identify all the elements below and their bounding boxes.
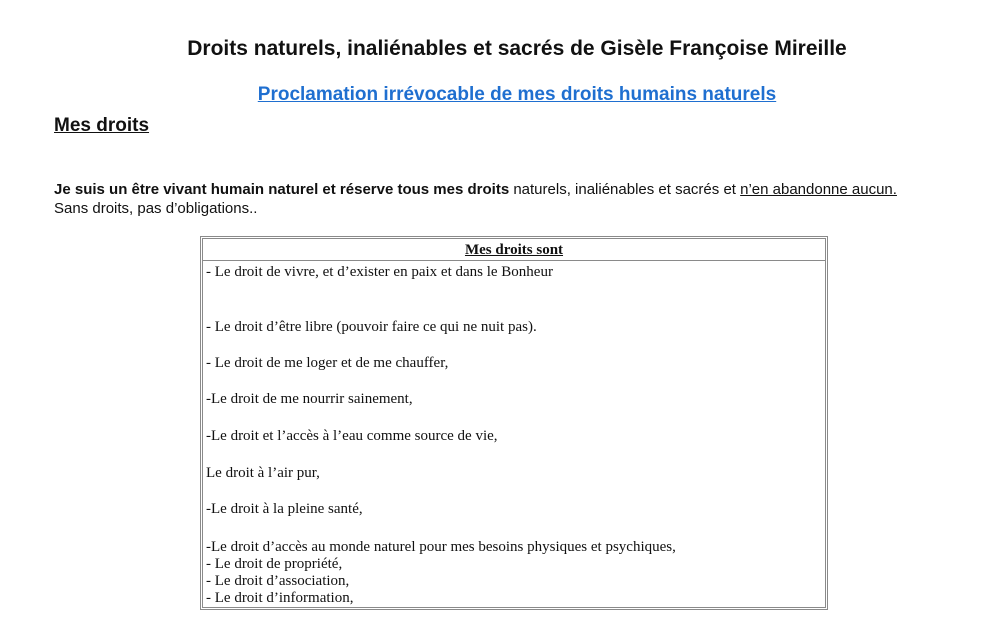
intro-line-1 (54, 180, 994, 199)
right-item-health: -Le droit à la pleine santé, (206, 501, 363, 517)
section-heading: Mes droits (54, 115, 150, 136)
intro-normal-text: naturels, inaliénables et sacrés et (509, 181, 741, 198)
intro-underlined-text: n’en abandonne aucun. (740, 181, 897, 198)
right-item-free: - Le droit d’être libre (pouvoir faire ce qui ne nuit pas). (206, 319, 537, 335)
right-item-water: -Le droit et l’accès à l’eau comme source de vie, (206, 428, 498, 444)
right-item-air: Le droit à l’air pur, (206, 465, 320, 481)
document-subtitle: Proclamation irrévocable de mes droits humains naturels (257, 84, 777, 105)
rights-table-header (203, 239, 825, 261)
right-item-live: - Le droit de vivre, et d’exister en paix et dans le Bonheur (206, 264, 553, 280)
right-item-association: - Le droit d’association, (206, 573, 350, 589)
document-title: Droits naturels, inaliénables et sacrés de Gisèle Françoise Mireille (187, 37, 847, 60)
rights-table (200, 236, 828, 610)
right-item-nature: -Le droit d’accès au monde naturel pour mes besoins physiques et psychiques, (206, 539, 676, 555)
right-item-information: - Le droit d’information, (206, 590, 354, 606)
right-item-food: -Le droit de me nourrir sainement, (206, 391, 413, 407)
rights-table-header-label: Mes droits sont (464, 242, 564, 258)
right-item-housing: - Le droit de me loger et de me chauffer, (206, 355, 449, 371)
right-item-property: - Le droit de propriété, (206, 556, 343, 572)
intro-bold-text: Je suis un être vivant humain naturel et réserve tous mes droits (54, 181, 510, 198)
intro-paragraph (54, 180, 994, 218)
intro-line-2: Sans droits, pas d’obligations.. (54, 200, 258, 217)
